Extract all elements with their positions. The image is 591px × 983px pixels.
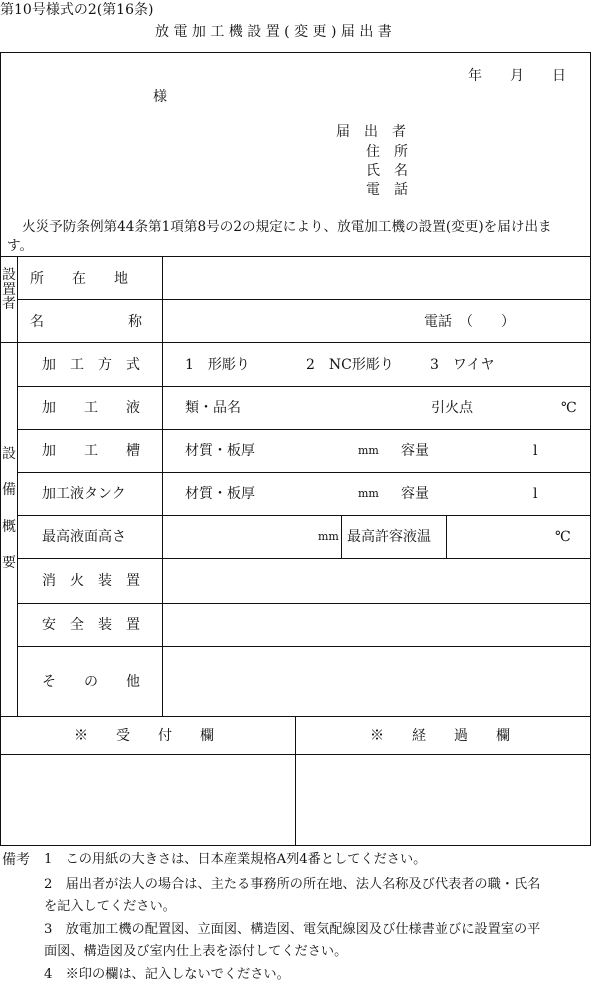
max-temp-label: 最高許容液温	[347, 529, 431, 545]
fluid-flash-label: 引火点	[431, 400, 473, 416]
extinguisher-label: 消 火 装 置	[42, 573, 140, 589]
fluid-kind-label: 類・品名	[185, 400, 241, 416]
fluidtank-material-label: 材質・板厚	[185, 486, 255, 502]
reception-divider	[295, 716, 296, 845]
installer-side-label: 設置者	[2, 267, 16, 313]
note-3a: 3 放電加工機の配置図、立面図、構造図、電気配線図及び仕様書並びに設置室の平	[44, 922, 541, 937]
row-line-3	[17, 472, 591, 473]
note-2a: 2 届出者が法人の場合は、主たる事務所の所在地、法人名称及び代表者の職・氏名	[44, 877, 541, 892]
method-option-3: 3 ワイヤ	[430, 357, 495, 373]
installer-side-divider	[17, 256, 18, 342]
installer-top-line	[0, 256, 591, 257]
frame-left	[0, 52, 1, 845]
note-3b: 面図、構造図及び室内仕上表を添付してください。	[44, 944, 348, 959]
progress-column-header: ※ 経 過 欄	[370, 728, 510, 744]
installer-phone-text: 電話 （ ）	[424, 314, 515, 330]
equipment-top-line	[0, 342, 591, 343]
equipment-side-label: 設備概要	[2, 446, 16, 572]
declaration-line-1: 火災予防条例第44条第1項第8号の2の規定により、放電加工機の設置(変更)を届け出ま	[22, 219, 552, 235]
note-4: 4 ※印の欄は、記入しないでください。	[44, 967, 290, 982]
applicant-address-label: 住 所	[366, 144, 408, 160]
row-line-7	[17, 646, 591, 647]
received-column-header: ※ 受 付 欄	[74, 728, 214, 744]
applicant-phone-label: 電 話	[366, 182, 408, 198]
note-1: 1 この用紙の大きさは、日本産業規格A列4番としてください。	[44, 852, 427, 867]
fluidtank-label: 加工液タンク	[42, 486, 126, 502]
fluid-flash-unit: ℃	[561, 400, 577, 416]
applicant-label: 届 出 者	[336, 124, 406, 140]
fluidtank-mm-unit: mm	[358, 487, 379, 500]
row-line-2	[17, 429, 591, 430]
equipment-label-divider	[162, 342, 163, 716]
tank-mm-unit: mm	[358, 444, 379, 457]
note-2b: を記入してください。	[44, 899, 176, 914]
row-line-5	[17, 558, 591, 559]
fluidtank-capacity-label: 容量	[401, 486, 429, 502]
installer-label-divider	[162, 256, 163, 342]
installer-name-label: 名 称	[30, 314, 142, 330]
max-level-label: 最高液面高さ	[42, 529, 126, 545]
max-level-unit: mm	[318, 530, 339, 543]
method-label: 加 工 方 式	[42, 357, 140, 373]
max-temp-divider	[446, 515, 447, 558]
tank-material-label: 材質・板厚	[185, 443, 255, 459]
method-option-2: 2 NC形彫り	[306, 357, 394, 373]
row-line-1	[17, 386, 591, 387]
safety-label: 安 全 装 置	[42, 617, 140, 633]
declaration-line-2: す。	[7, 238, 34, 254]
tank-capacity-label: 容量	[401, 443, 429, 459]
max-temp-unit: ℃	[555, 529, 571, 545]
form-number: 第10号様式の2(第16条)	[0, 2, 154, 18]
installer-mid-line	[17, 299, 591, 300]
notes-heading: 備考	[2, 852, 30, 868]
row-line-6	[17, 603, 591, 604]
frame-bottom	[0, 845, 591, 846]
applicant-name-label: 氏 名	[366, 163, 408, 179]
equipment-side-divider	[17, 342, 18, 716]
tank-label: 加 工 槽	[42, 443, 140, 459]
other-label: そ の 他	[42, 674, 140, 690]
row-line-4	[17, 515, 591, 516]
fluid-label: 加 工 液	[42, 400, 140, 416]
max-level-divider	[341, 515, 342, 558]
fluidtank-capacity-unit: l	[533, 486, 538, 502]
addressee-suffix: 様	[153, 89, 167, 105]
location-label: 所 在 地	[30, 271, 128, 287]
method-option-1: 1 形彫り	[185, 357, 250, 373]
date-field[interactable]: 年 月 日	[468, 68, 566, 84]
form-title: 放 電 加 工 機 設 置 ( 変 更 ) 届 出 書	[155, 24, 392, 40]
frame-top	[0, 52, 591, 53]
tank-capacity-unit: l	[533, 443, 538, 459]
